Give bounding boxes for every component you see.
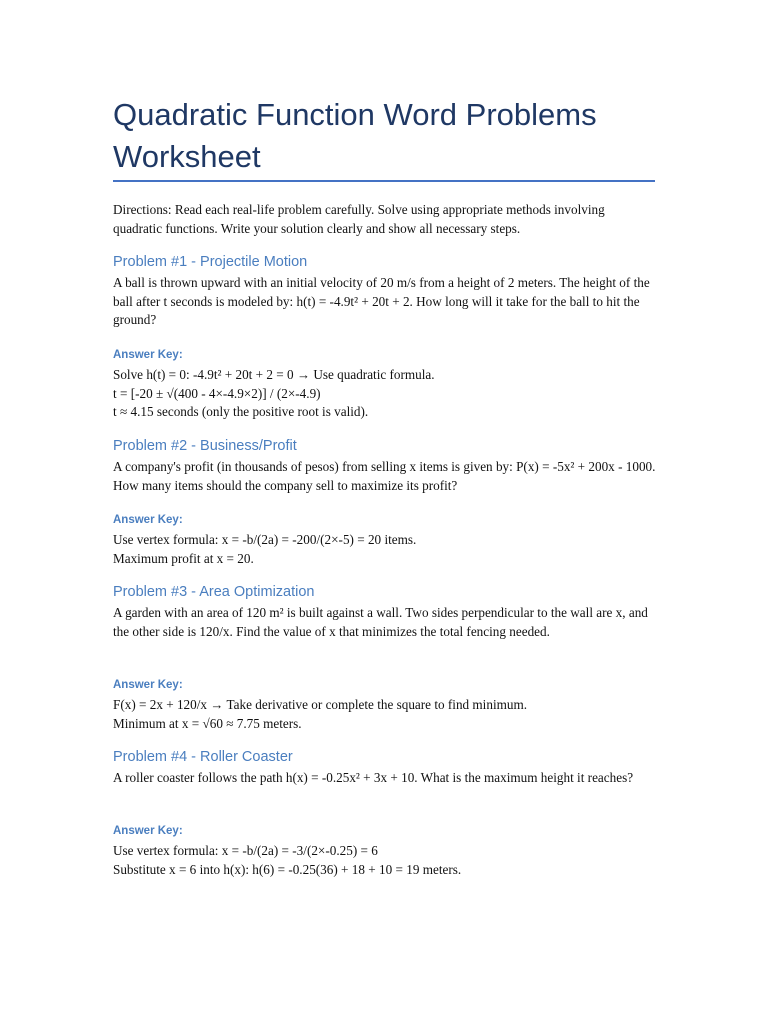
problem-heading: Problem #4 - Roller Coaster — [113, 749, 293, 765]
problem-text: A ball is thrown upward with an initial velocity of 20 m/s from a height of 2 meters. The height of the ball after t seconds is modeled by: h(t) = -4.9t² + 20t + 2. How long will it take for the ball to hit the ground? — [113, 275, 650, 327]
answer-line: Maximum profit at x = 20. — [113, 550, 254, 566]
answer-key-4 — [113, 823, 656, 879]
answer-line: F(x) = 2x + 120/x → Take derivative or complete the square to find minimum. — [113, 697, 528, 712]
answer-key-label: Answer Key: — [113, 349, 183, 361]
answer-key-label: Answer Key: — [113, 514, 183, 526]
answer-line: Use vertex formula: x = -b/(2a) = -200/(2×-5) = 20 items. — [113, 532, 417, 547]
answer-line: t = [-20 ± √(400 - 4×-4.9×2)] / (2×-4.9) — [113, 385, 321, 401]
directions-text: Directions: Read each real-life problem carefully. Solve using appropriate methods involving quadratic functions. Write your solution clearly and show all necessary steps. — [113, 202, 605, 236]
answer-key-label: Answer Key: — [113, 679, 183, 691]
problem-heading: Problem #2 - Business/Profit — [113, 438, 297, 454]
problem-heading: Problem #1 - Projectile Motion — [113, 254, 308, 270]
answer-line: Use vertex formula: x = -b/(2a) = -3/(2×-0.25) = 6 — [113, 843, 378, 858]
problem-2 — [113, 436, 656, 495]
problem-heading: Problem #3 - Area Optimization — [113, 584, 315, 600]
problem-4 — [113, 747, 656, 788]
title-underline — [113, 180, 655, 182]
problem-text: A roller coaster follows the path h(x) = -0.25x² + 3x + 10. What is the maximum height it reaches? — [113, 770, 634, 785]
problem-text: A company's profit (in thousands of pesos) from selling x items is given by: P(x) = -5x² + 200x - 1000. How many items should the company sell to maximize its profit? — [113, 459, 656, 493]
page-title: Quadratic Function Word Problems Worksheet — [113, 97, 597, 174]
answer-line: Solve h(t) = 0: -4.9t² + 20t + 2 = 0 → Use quadratic formula. — [113, 367, 435, 382]
problem-1 — [113, 252, 656, 330]
answer-key-3 — [113, 677, 656, 733]
problem-3 — [113, 582, 656, 641]
answer-key-1 — [113, 347, 656, 422]
problem-text: A garden with an area of 120 m² is built against a wall. Two sides perpendicular to the wall are x, and the other side is 120/x. Find the value of x that minimizes the total fencing needed. — [113, 605, 648, 639]
answer-line: t ≈ 4.15 seconds (only the positive root is valid). — [113, 404, 369, 419]
answer-line: Substitute x = 6 into h(x): h(6) = -0.25(36) + 18 + 10 = 19 meters. — [113, 861, 462, 877]
answer-key-2 — [113, 512, 656, 568]
answer-key-label: Answer Key: — [113, 825, 183, 837]
answer-line: Minimum at x = √60 ≈ 7.75 meters. — [113, 715, 302, 731]
